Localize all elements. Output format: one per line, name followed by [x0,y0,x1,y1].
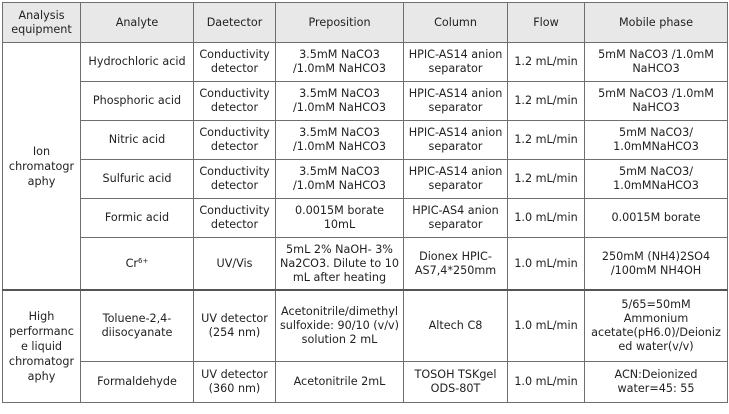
detector-cell: Conductivity detector [194,82,276,121]
header-detector: Daetector [194,3,276,43]
header-row [3,3,728,43]
analyte-cell: Nitric acid [81,121,194,160]
analyte-cell: Hydrochloric acid [81,43,194,82]
analyte-cell [81,238,194,291]
equipment-cell-hplc: High performance liquid chromatography [3,290,81,403]
column-cell: HPIC-AS14 anion separator [404,43,508,82]
flow-cell: 1.2 mL/min [508,82,585,121]
preposition-cell: 3.5mM NaCO3 /1.0mM NaHCO3 [276,82,404,121]
flow-cell: 1.2 mL/min [508,43,585,82]
column-cell: HPIC-AS14 anion separator [404,160,508,199]
hplc-group [3,290,728,403]
analyte-cell: Sulfuric acid [81,160,194,199]
flow-cell: 1.2 mL/min [508,160,585,199]
column-cell: Altech C8 [404,290,508,362]
column-cell: HPIC-AS4 anion separator [404,199,508,238]
mobile-phase-cell: 5mM NaCO3/ 1.0mMNaHCO3 [585,160,728,199]
mobile-phase-cell: 0.0015M borate [585,199,728,238]
analyte-charge: 6+ [138,256,149,265]
ion-chromatography-group [3,43,728,291]
table-row [3,238,728,291]
analyte-cell: Phosphoric acid [81,82,194,121]
mobile-phase-cell: 250mM (NH4)2SO4 /100mM NH4OH [585,238,728,291]
preposition-cell: 3.5mM NaCO3 /1.0mM NaHCO3 [276,121,404,160]
mobile-phase-cell: 5mM NaCO3 /1.0mM NaHCO3 [585,82,728,121]
column-cell: TOSOH TSKgel ODS-80T [404,362,508,403]
flow-cell: 1.0 mL/min [508,290,585,362]
column-cell: Dionex HPIC-AS7,4*250mm [404,238,508,291]
detector-cell: Conductivity detector [194,160,276,199]
table-row [3,82,728,121]
table-row [3,362,728,403]
detector-cell: Conductivity detector [194,121,276,160]
mobile-phase-cell: 5mM NaCO3 /1.0mM NaHCO3 [585,43,728,82]
header-flow: Flow [508,3,585,43]
table-row [3,121,728,160]
table-row [3,290,728,362]
table-row [3,43,728,82]
analyte-cell: Formaldehyde [81,362,194,403]
header-mobile-phase: Mobile phase [585,3,728,43]
preposition-cell: 5mL 2% NaOH- 3% Na2CO3. Dilute to 10 mL after heating [276,238,404,291]
detector-cell: UV/Vis [194,238,276,291]
equipment-cell-ion-chromatography: Ion chromatography [3,43,81,291]
analyte-cell: Toluene-2,4-diisocyanate [81,290,194,362]
detector-cell: Conductivity detector [194,199,276,238]
column-cell: HPIC-AS14 anion separator [404,121,508,160]
detector-cell: UV detector (360 nm) [194,362,276,403]
preposition-cell: 3.5mM NaCO3 /1.0mM NaHCO3 [276,160,404,199]
header-analyte: Analyte [81,3,194,43]
mobile-phase-cell: 5/65=50mM Ammonium acetate(pH6.0)/Deionized water(v/v) [585,290,728,362]
detector-cell: UV detector (254 nm) [194,290,276,362]
header-preposition: Preposition [276,3,404,43]
preposition-cell: 3.5mM NaCO3 /1.0mM NaHCO3 [276,43,404,82]
table-row [3,199,728,238]
table-row [3,160,728,199]
detector-cell: Conductivity detector [194,43,276,82]
mobile-phase-cell: ACN:Deionized water=45: 55 [585,362,728,403]
mobile-phase-cell: 5mM NaCO3/ 1.0mMNaHCO3 [585,121,728,160]
analyte-symbol: Cr [125,256,139,270]
preposition-cell: Acetonitrile/dimethyl sulfoxide: 90/10 (v/v) solution 2 mL [276,290,404,362]
analysis-conditions-table [2,2,728,403]
header-column: Column [404,3,508,43]
flow-cell: 1.0 mL/min [508,199,585,238]
header-analysis-equipment: Analysis equipment [3,3,81,43]
flow-cell: 1.0 mL/min [508,362,585,403]
preposition-cell: 0.0015M borate 10mL [276,199,404,238]
analyte-cell: Formic acid [81,199,194,238]
flow-cell: 1.0 mL/min [508,238,585,291]
column-cell: HPIC-AS14 anion separator [404,82,508,121]
preposition-cell: Acetonitrile 2mL [276,362,404,403]
flow-cell: 1.2 mL/min [508,121,585,160]
